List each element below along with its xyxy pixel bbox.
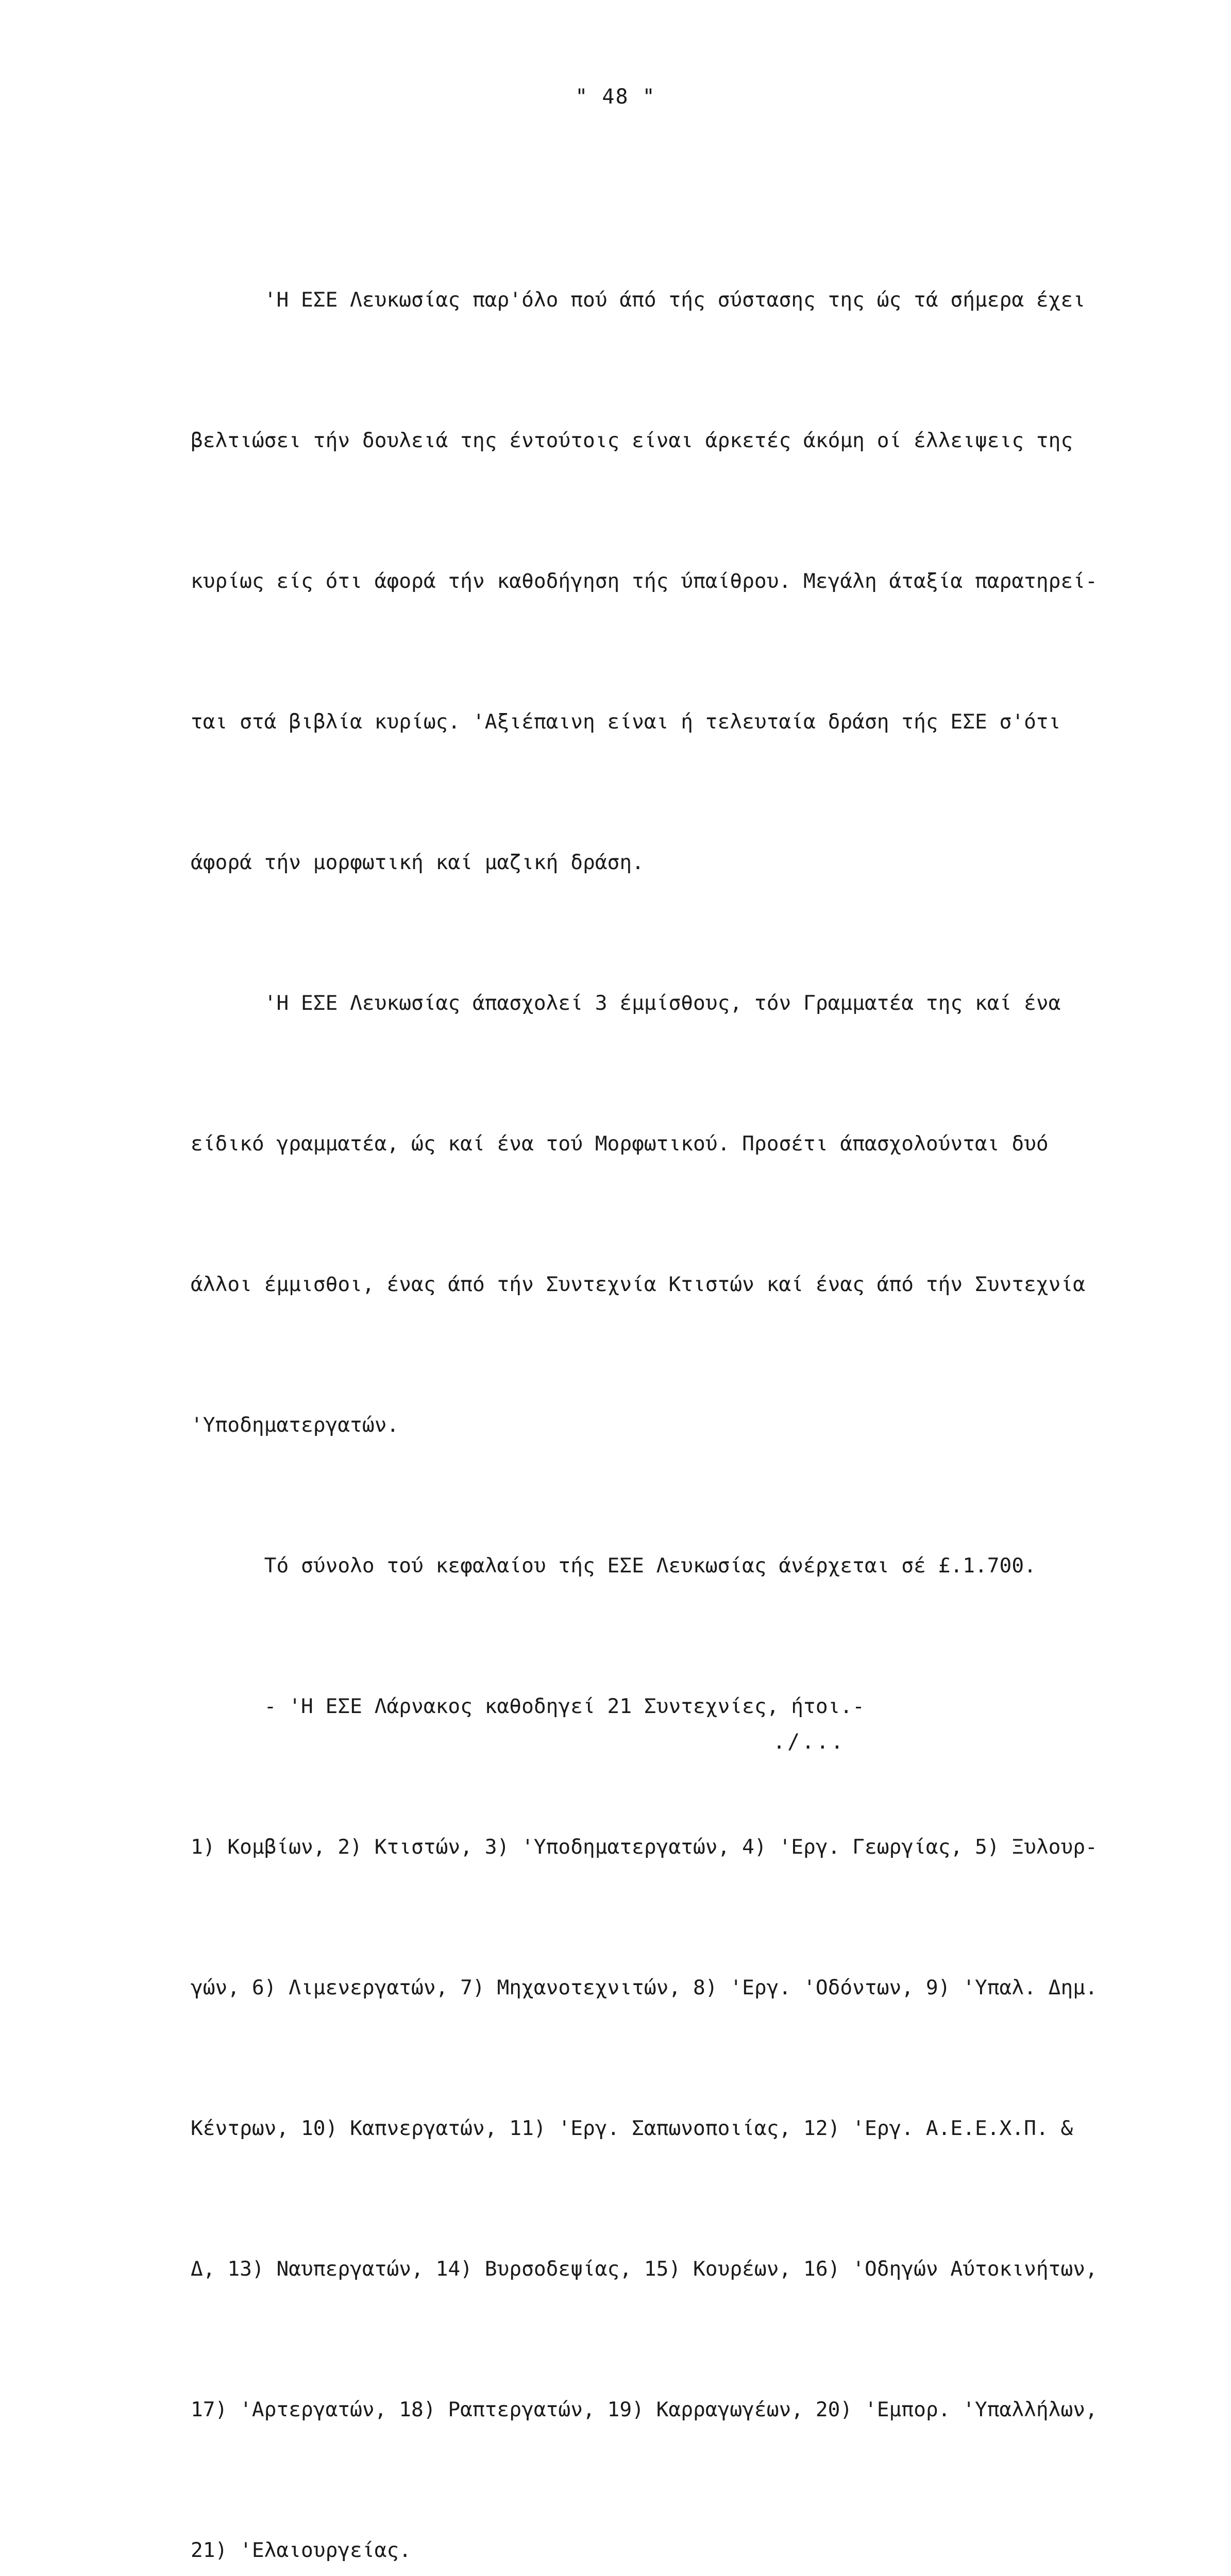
text-line: 'Υποδηματεργατών. (191, 1413, 399, 1437)
text-line: είδικό γραμματέα, ώς καί ένα τού Μορφωτικού. Προσέτι άπασχολούνται δυό (191, 1132, 1049, 1156)
text-line: Δ, 13) Ναυπεργατών, 14) Βυρσοδεψίας, 15) Κουρέων, 16) 'Οδηγών Αύτοκινήτων, (191, 2257, 1098, 2281)
text-line: άλλοι έμμισθοι, ένας άπό τήν Συντεχνία Κτιστών καί ένας άπό τήν Συντεχνία (191, 1273, 1086, 1296)
text-line: Τό σύνολο τού κεφαλαίου τής ΕΣΕ Λευκωσίας άνέρχεται σέ £.1.700. (191, 1554, 1036, 1578)
text-line: Κέντρων, 10) Καπνεργατών, 11) 'Εργ. Σαπωνοποιίας, 12) 'Εργ. Α.Ε.Ε.Χ.Π. & (191, 2116, 1073, 2140)
text-line: 'Η ΕΣΕ Λευκωσίας άπασχολεί 3 έμμίσθους, τόν Γραμματέα της καί ένα (191, 991, 1061, 1015)
text-line: βελτιώσει τήν δουλειά της έντούτοις είναι άρκετές άκόμη οί έλλειψεις της (191, 429, 1073, 452)
text-line: κυρίως είς ότι άφορά τήν καθοδήγηση τής ύπαίθρου. Μεγάλη άταξία παρατηρεί- (191, 569, 1098, 593)
text-line: 'Η ΕΣΕ Λευκωσίας παρ'όλο πού άπό τής σύστασης της ώς τά σήμερα έχει (191, 288, 1086, 312)
body-text (191, 183, 1201, 2576)
text-line: ται στά βιβλία κυρίως. 'Αξιέπαινη είναι ή τελευταία δράση τής ΕΣΕ σ'ότι (191, 710, 1061, 734)
continuation-mark: ./... (773, 1730, 846, 1754)
text-line: - 'Η ΕΣΕ Λάρνακος καθοδηγεί 21 Συντεχνίες, ήτοι.- (191, 1694, 865, 1718)
text-line: 1) Κομβίων, 2) Κτιστών, 3) 'Υποδηματεργατών, 4) 'Εργ. Γεωργίας, 5) Ξυλουρ- (191, 1835, 1098, 1859)
text-line: 21) 'Ελαιουργείας. (191, 2538, 412, 2562)
text-line: άφορά τήν μορφωτική καί μαζική δράση. (191, 851, 644, 874)
text-line: 17) 'Αρτεργατών, 18) Ραπτεργατών, 19) Καρραγωγέων, 20) 'Εμπορ. 'Υπαλλήλων, (191, 2398, 1098, 2421)
text-line: γών, 6) Λιμενεργατών, 7) Μηχανοτεχνιτών, 8) 'Εργ. 'Οδόντων, 9) 'Υπαλ. Δημ. (191, 1976, 1098, 1999)
page-number: " 48 " (575, 85, 656, 109)
